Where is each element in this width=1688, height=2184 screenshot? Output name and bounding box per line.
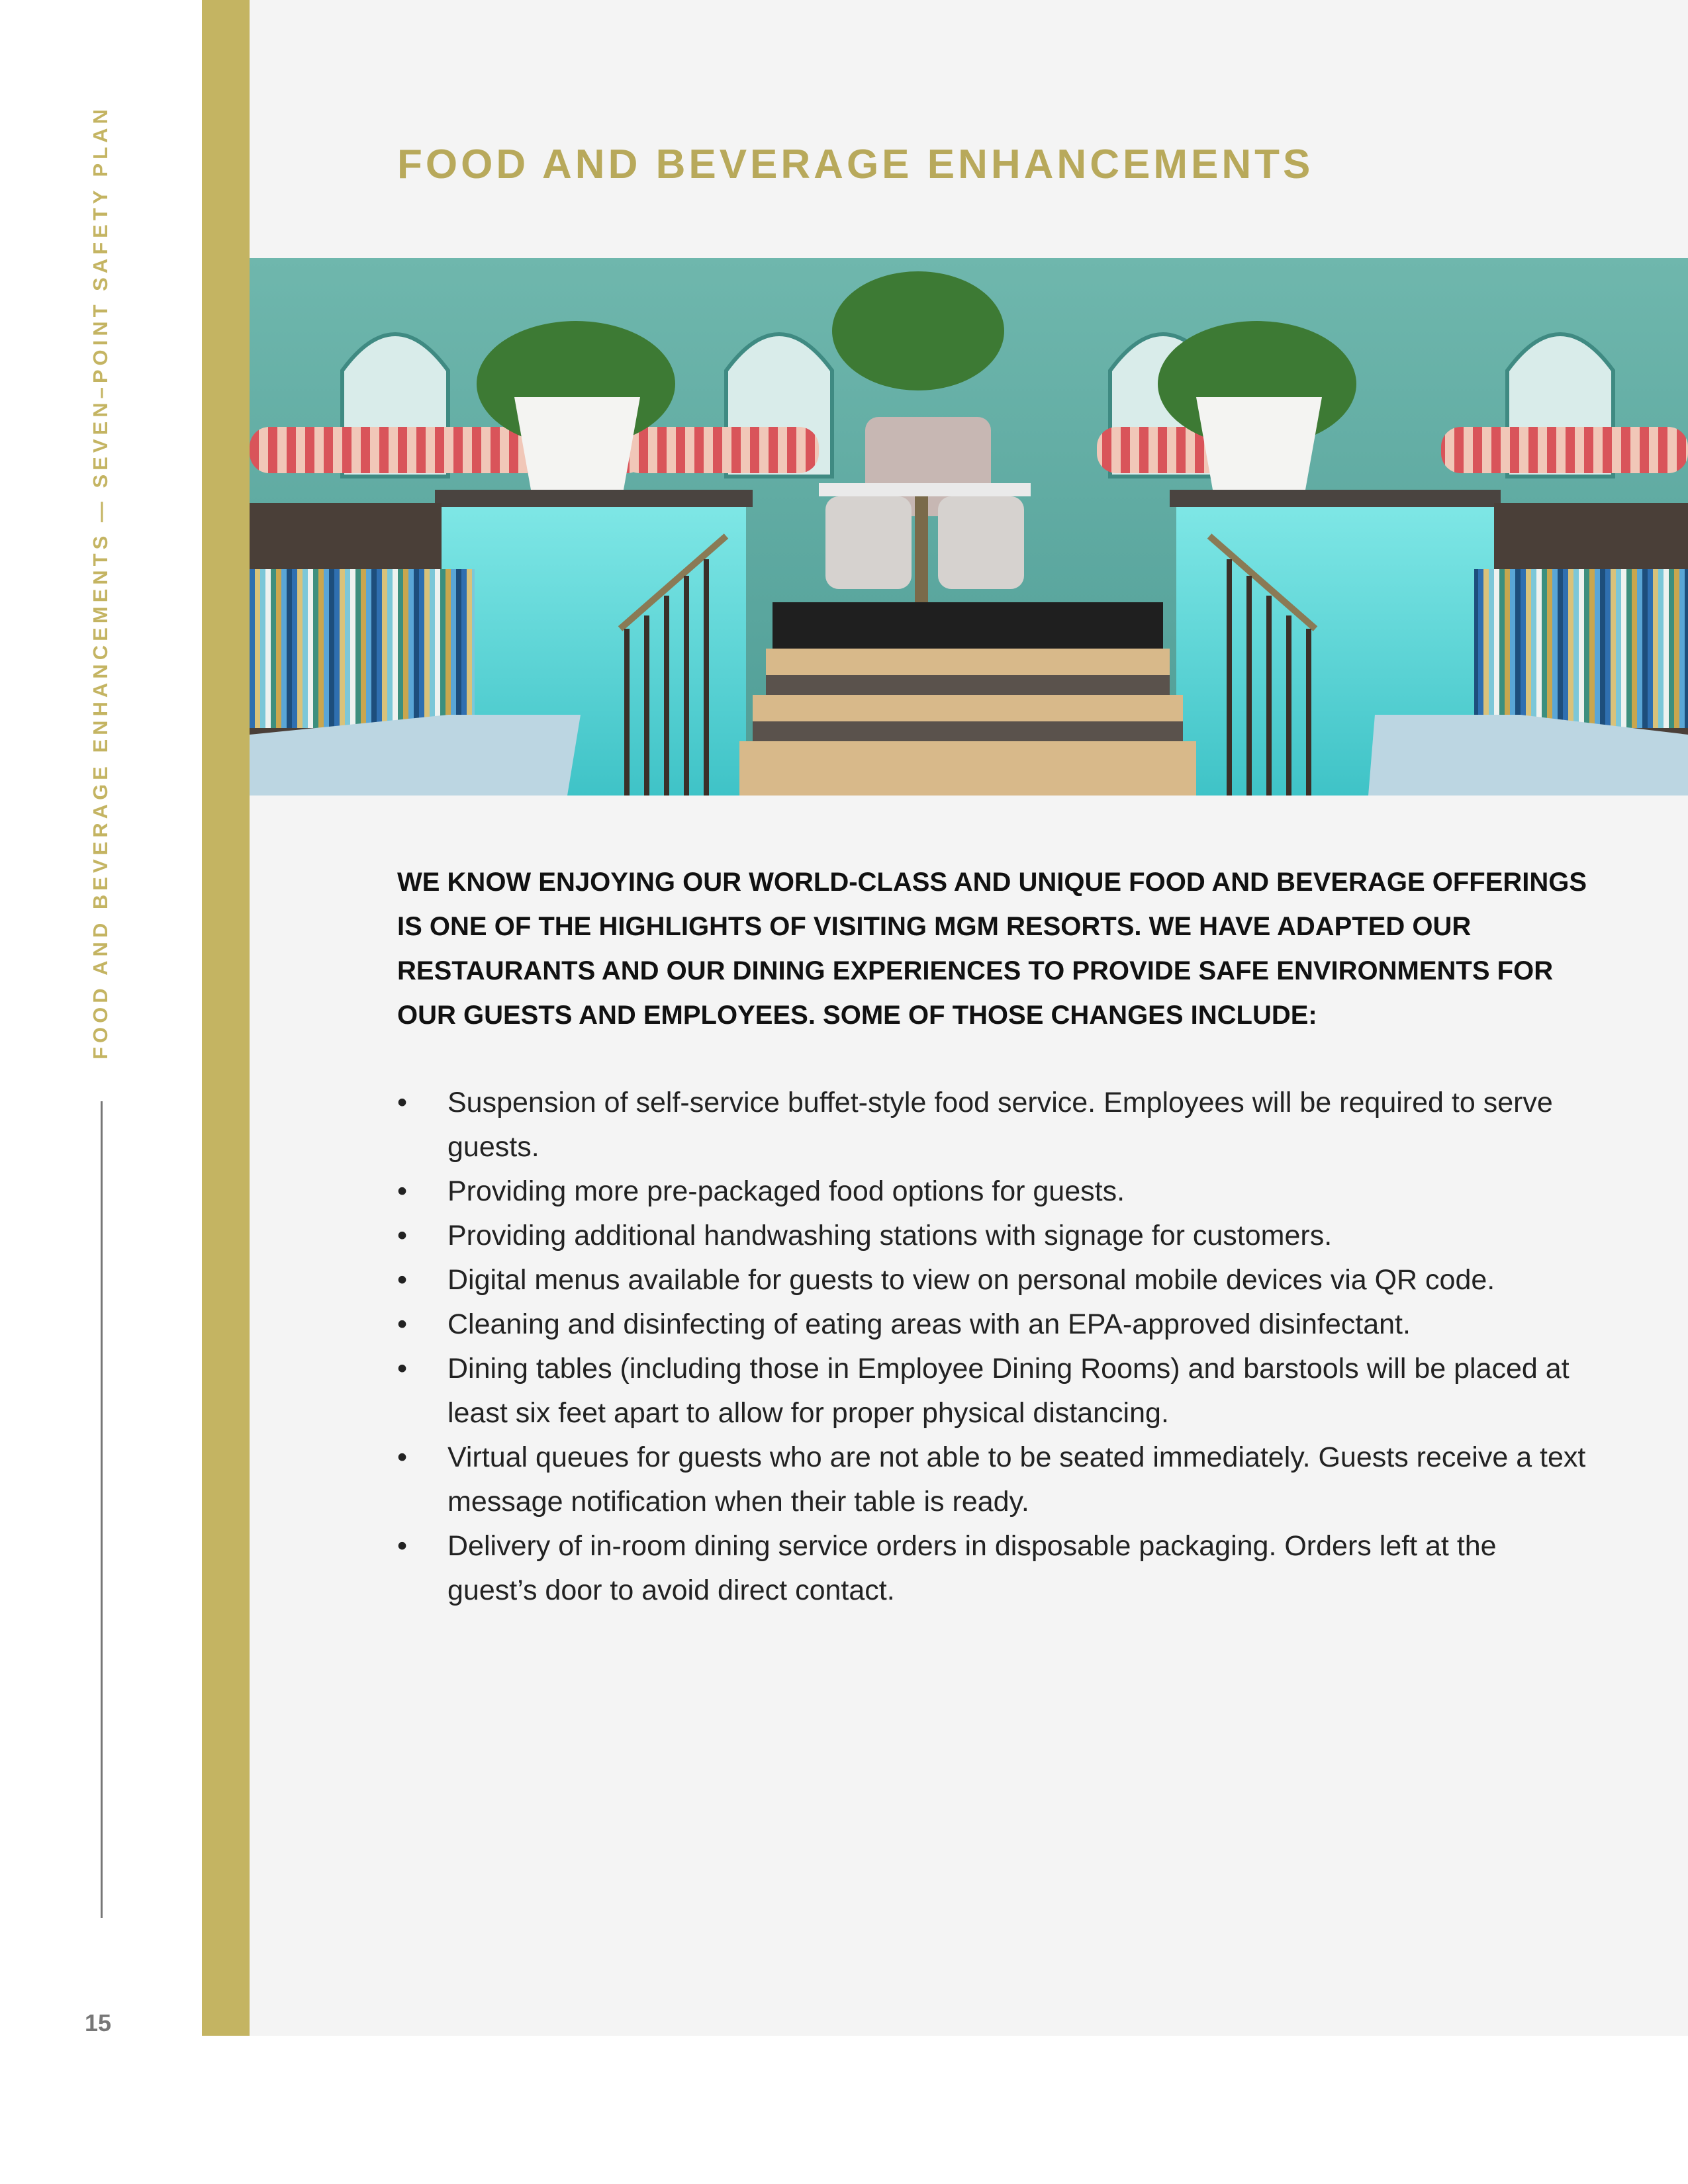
bullet-icon: •: [397, 1308, 408, 1340]
list-item-text: Digital menus available for guests to view on personal mobile devices via QR code.: [447, 1264, 1495, 1296]
bullet-icon: •: [397, 1175, 408, 1207]
page-number: 15: [85, 2009, 112, 2036]
list-item-text: Dining tables (including those in Employee Dining Rooms) and barstools will be placed at least six feet apart to allow for proper physical distancing.: [447, 1353, 1570, 1429]
list-item: [397, 1435, 1589, 1524]
list-item: [397, 1169, 1589, 1214]
page-title: FOOD AND BEVERAGE ENHANCEMENTS: [397, 142, 1314, 187]
list-item: [397, 1347, 1589, 1435]
side-running-title: FOOD AND BEVERAGE ENHANCEMENTS — SEVEN–POINT SAFETY PLAN: [89, 105, 112, 1060]
bullet-icon: •: [397, 1530, 408, 1562]
changes-list: [397, 1081, 1589, 1613]
side-divider-rule: [101, 1101, 103, 1918]
list-item-text: Providing more pre-packaged food options for guests.: [447, 1175, 1125, 1207]
list-item: [397, 1302, 1589, 1347]
bullet-icon: •: [397, 1087, 408, 1118]
intro-paragraph: WE KNOW ENJOYING OUR WORLD-CLASS AND UNIQUE FOOD AND BEVERAGE OFFERINGS IS ONE OF THE HIGHLIGHTS OF VISITING MGM RESORTS. WE HAVE ADAPTED OUR RESTAURANTS AND OUR DINING EXPERIENCES TO PROVIDE SAFE ENVIRONMENTS FOR OUR GUESTS AND EMPLOYEES. SOME OF THOSE CHANGES INCLUDE:: [397, 868, 1587, 1030]
list-item-text: Providing additional handwashing stations with signage for customers.: [447, 1220, 1333, 1251]
list-item-text: Cleaning and disinfecting of eating areas with an EPA-approved disinfectant.: [447, 1308, 1411, 1340]
bullet-icon: •: [397, 1264, 408, 1296]
list-item: [397, 1214, 1589, 1258]
list-item: [397, 1524, 1589, 1613]
list-item-text: Virtual queues for guests who are not able to be seated immediately. Guests receive a text message notification when their table is ready.: [447, 1441, 1586, 1518]
restaurant-photo: [250, 258, 1688, 796]
bullet-icon: •: [397, 1441, 408, 1473]
list-item-text: Delivery of in-room dining service orders in disposable packaging. Orders left at the guest’s door to avoid direct contact.: [447, 1530, 1497, 1606]
bullet-icon: •: [397, 1220, 408, 1251]
list-item: [397, 1081, 1589, 1169]
list-item-text: Suspension of self-service buffet-style food service. Employees will be required to serve guests.: [447, 1087, 1553, 1163]
list-item: [397, 1258, 1589, 1302]
bullet-icon: •: [397, 1353, 408, 1385]
gold-accent-bar: [202, 0, 250, 2036]
